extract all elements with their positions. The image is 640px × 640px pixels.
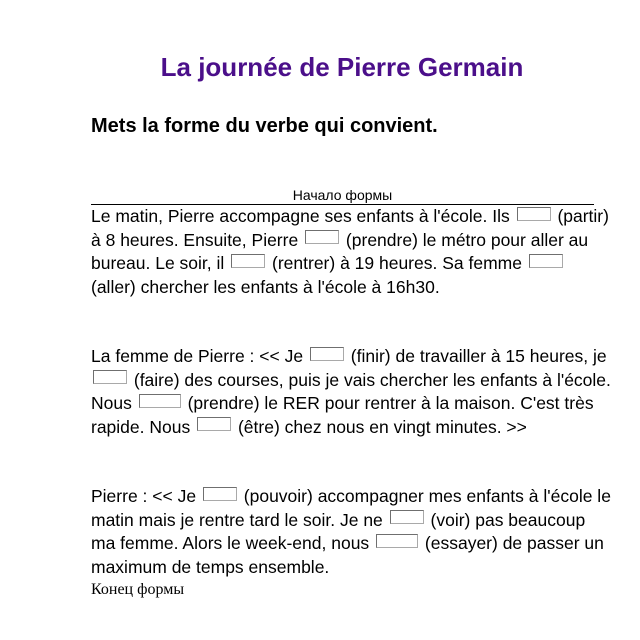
exercise-instruction: Mets la forme du verbe qui convient.: [91, 115, 438, 137]
paragraph-text: Pierre : << Je: [91, 486, 201, 506]
paragraph-text: La femme de Pierre : << Je: [91, 346, 308, 366]
paragraph-text: (être) chez nous en vingt minutes. >>: [233, 416, 527, 437]
verb-input-pouvoir[interactable]: [203, 487, 237, 501]
verb-input-faire[interactable]: [93, 370, 127, 384]
paragraph-text: (finir) de travailler à 15 heures, je: [345, 346, 607, 366]
verb-input-prendre-1[interactable]: [305, 230, 339, 244]
exercise-paragraph-2: [91, 345, 611, 439]
verb-input-essayer[interactable]: [376, 534, 418, 548]
verb-input-partir[interactable]: [517, 207, 551, 221]
verb-input-aller[interactable]: [529, 254, 563, 268]
verb-input-etre[interactable]: [197, 417, 231, 431]
paragraph-text: (prendre) le métro pour aller au bureau. Le soir, il: [91, 229, 589, 273]
verb-input-voir[interactable]: [390, 510, 424, 524]
paragraph-text: (essayer) de passer un maximum de temps ensemble.: [91, 533, 604, 577]
paragraph-text: (voir) pas beaucoup ma femme. Alors le week-end, nous: [91, 509, 586, 553]
paragraph-text: Le matin, Pierre accompagne ses enfants à l'école. Ils: [91, 206, 515, 226]
paragraph-text: (rentrer) à 19 heures. Sa femme: [267, 253, 527, 273]
form-end-label: Конец формы: [91, 581, 185, 598]
page-title: La journée de Pierre Germain: [160, 52, 524, 82]
paragraph-text: (pouvoir) accompagner mes enfants à l'école le matin mais je rentre tard le soir. Je ne: [91, 486, 611, 530]
paragraph-text: (faire) des courses, puis je vais chercher les enfants à l'école. Nous: [91, 369, 611, 413]
verb-input-rentrer[interactable]: [231, 254, 265, 268]
exercise-paragraph-3: [91, 485, 611, 579]
form-start-label: Начало формы: [91, 186, 594, 205]
paragraph-text: (aller) chercher les enfants à l'école à 16h30.: [91, 276, 440, 297]
exercise-paragraph-1: [91, 205, 611, 299]
verb-input-prendre-2[interactable]: [139, 394, 181, 408]
paragraph-text: (partir) à 8 heures. Ensuite, Pierre: [91, 206, 609, 250]
paragraph-text: (prendre) le RER pour rentrer à la maison. C'est très rapide. Nous: [91, 393, 594, 437]
verb-input-finir[interactable]: [310, 347, 344, 361]
